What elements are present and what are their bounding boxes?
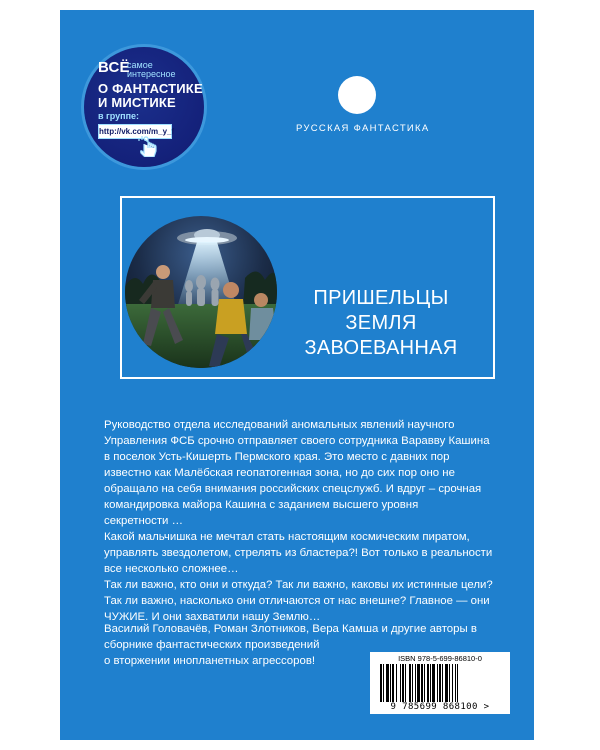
barcode-bar xyxy=(415,664,416,702)
barcode-bar xyxy=(432,664,435,702)
synopsis-line: известно как Малёбская геопатогенная зона, но до сих пор оно не xyxy=(104,467,455,479)
title-line: ПРИШЕЛЬЦЫ xyxy=(313,287,449,309)
synopsis-line: в поселок Усть-Кишерть Пермского края. Это место с давних пор xyxy=(104,451,450,463)
barcode-bar xyxy=(383,664,384,702)
badge-word-samoe: самое xyxy=(127,60,153,70)
hand-cursor-icon xyxy=(136,135,162,157)
isbn-label: ISBN 978-5-699-86810-0 xyxy=(398,654,482,663)
synopsis-line: Руководство отдела исследований аномальных явлений научного xyxy=(104,419,455,431)
barcode-bar xyxy=(392,664,394,702)
vk-group-badge[interactable] xyxy=(84,47,204,167)
barcode-bar xyxy=(396,664,397,702)
synopsis-line: командировка майора Кашина с заданием высшего уровня xyxy=(104,499,419,511)
credits-line: сборнике фантастических произведений xyxy=(104,639,320,651)
synopsis-line: ЧУЖИЕ. И они захватили нашу Землю… xyxy=(104,611,321,623)
synopsis-line: Так ли важно, кто они и откуда? Так ли важно, каковы их истинные цели? xyxy=(104,579,493,591)
barcode-bar xyxy=(409,664,411,702)
title-line: ЗЕМЛЯ xyxy=(345,312,417,334)
barcode-bar xyxy=(412,664,413,702)
isbn-digits: 9 785699 868100 > xyxy=(390,702,490,712)
barcode-bar xyxy=(437,664,438,702)
synopsis-line: обращало на себя внимания российских спецслужб. И вдруг – срочная xyxy=(104,483,482,495)
barcode-bar xyxy=(452,664,453,702)
barcode-bar xyxy=(386,664,389,702)
title-line: ЗАВОЕВАННАЯ xyxy=(304,337,458,359)
series-name: РУССКАЯ ФАНТАСТИКА xyxy=(296,123,430,134)
barcode-bar xyxy=(457,664,458,702)
barcode-bar xyxy=(390,664,391,702)
barcode-bar xyxy=(405,664,406,702)
barcode-bar xyxy=(439,664,441,702)
synopsis-text xyxy=(104,417,504,625)
badge-line-group: в группе: xyxy=(98,111,140,121)
barcode-bar xyxy=(400,664,401,702)
barcode-bar xyxy=(380,664,382,702)
barcode-bar xyxy=(449,664,450,702)
barcode-bar xyxy=(442,664,443,702)
barcode-graphic xyxy=(376,664,504,702)
badge-line-mistike: И МИСТИКЕ xyxy=(98,95,176,110)
barcode-bar xyxy=(455,664,456,702)
isbn-barcode-block xyxy=(370,652,510,714)
barcode-bar xyxy=(402,664,404,702)
book-titles xyxy=(291,286,471,361)
badge-line-fantastike: О ФАНТАСТИКЕ xyxy=(98,81,203,96)
synopsis-line: Какой мальчишка не мечтал стать настоящим космическим пиратом, xyxy=(104,531,470,543)
barcode-bar xyxy=(427,664,429,702)
badge-word-interesnoe: интересное xyxy=(127,69,176,79)
barcode-bar xyxy=(424,664,425,702)
series-logo-circle xyxy=(338,76,376,114)
barcode-bar xyxy=(445,664,448,702)
barcode-bar xyxy=(417,664,420,702)
badge-url-field[interactable]: http://vk.com/m_y_f xyxy=(98,124,172,139)
synopsis-line: Управления ФСБ срочно отправляет своего сотрудника Варавву Кашина xyxy=(104,435,490,447)
cover-illustration xyxy=(125,216,277,368)
barcode-bar xyxy=(430,664,431,702)
synopsis-line: все несколько сложнее… xyxy=(104,563,239,575)
barcode-bar xyxy=(421,664,423,702)
synopsis-line: секретности … xyxy=(104,515,183,527)
credits-line: о вторжении инопланетных агрессоров! xyxy=(104,655,316,667)
badge-word-vse: ВСЁ xyxy=(98,59,130,76)
synopsis-line: Так ли важно, насколько они отличаются от нас внешне? Главное — они xyxy=(104,595,490,607)
credits-line: Василий Головачёв, Роман Злотников, Вера Камша и другие авторы в xyxy=(104,623,477,635)
synopsis-line: управлять звездолетом, стрелять из бластера?! Вот только в реальности xyxy=(104,547,493,559)
